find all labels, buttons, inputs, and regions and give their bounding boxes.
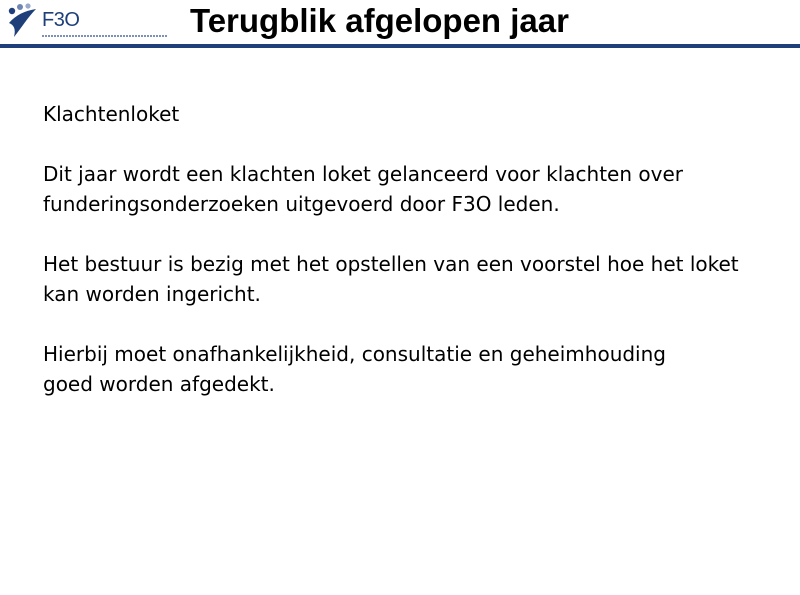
paragraph-board: [43, 249, 800, 309]
f3o-logo: [6, 3, 166, 43]
slide-title: Terugblik afgelopen jaar: [190, 2, 569, 39]
paragraph-requirements: [43, 339, 800, 399]
slide-content: [43, 99, 800, 429]
paragraph-line: goed worden afgedekt.: [43, 372, 275, 396]
f3o-logo-mark-icon: [6, 3, 40, 41]
paragraph-launch: [43, 159, 800, 219]
logo-text: F3O: [42, 9, 80, 31]
paragraph-line: kan worden ingericht.: [43, 282, 261, 306]
logo-tagline: [42, 35, 167, 37]
section-heading: Klachtenloket: [43, 102, 180, 126]
paragraph-line: Hierbij moet onafhankelijkheid, consultatie en geheimhouding: [43, 342, 666, 366]
paragraph-line: Dit jaar wordt een klachten loket gelanceerd voor klachten over: [43, 162, 683, 186]
paragraph-line: Het bestuur is bezig met het opstellen van een voorstel hoe het loket: [43, 252, 739, 276]
title-divider: [0, 44, 800, 48]
paragraph-line: funderingsonderzoeken uitgevoerd door F3O leden.: [43, 192, 560, 216]
